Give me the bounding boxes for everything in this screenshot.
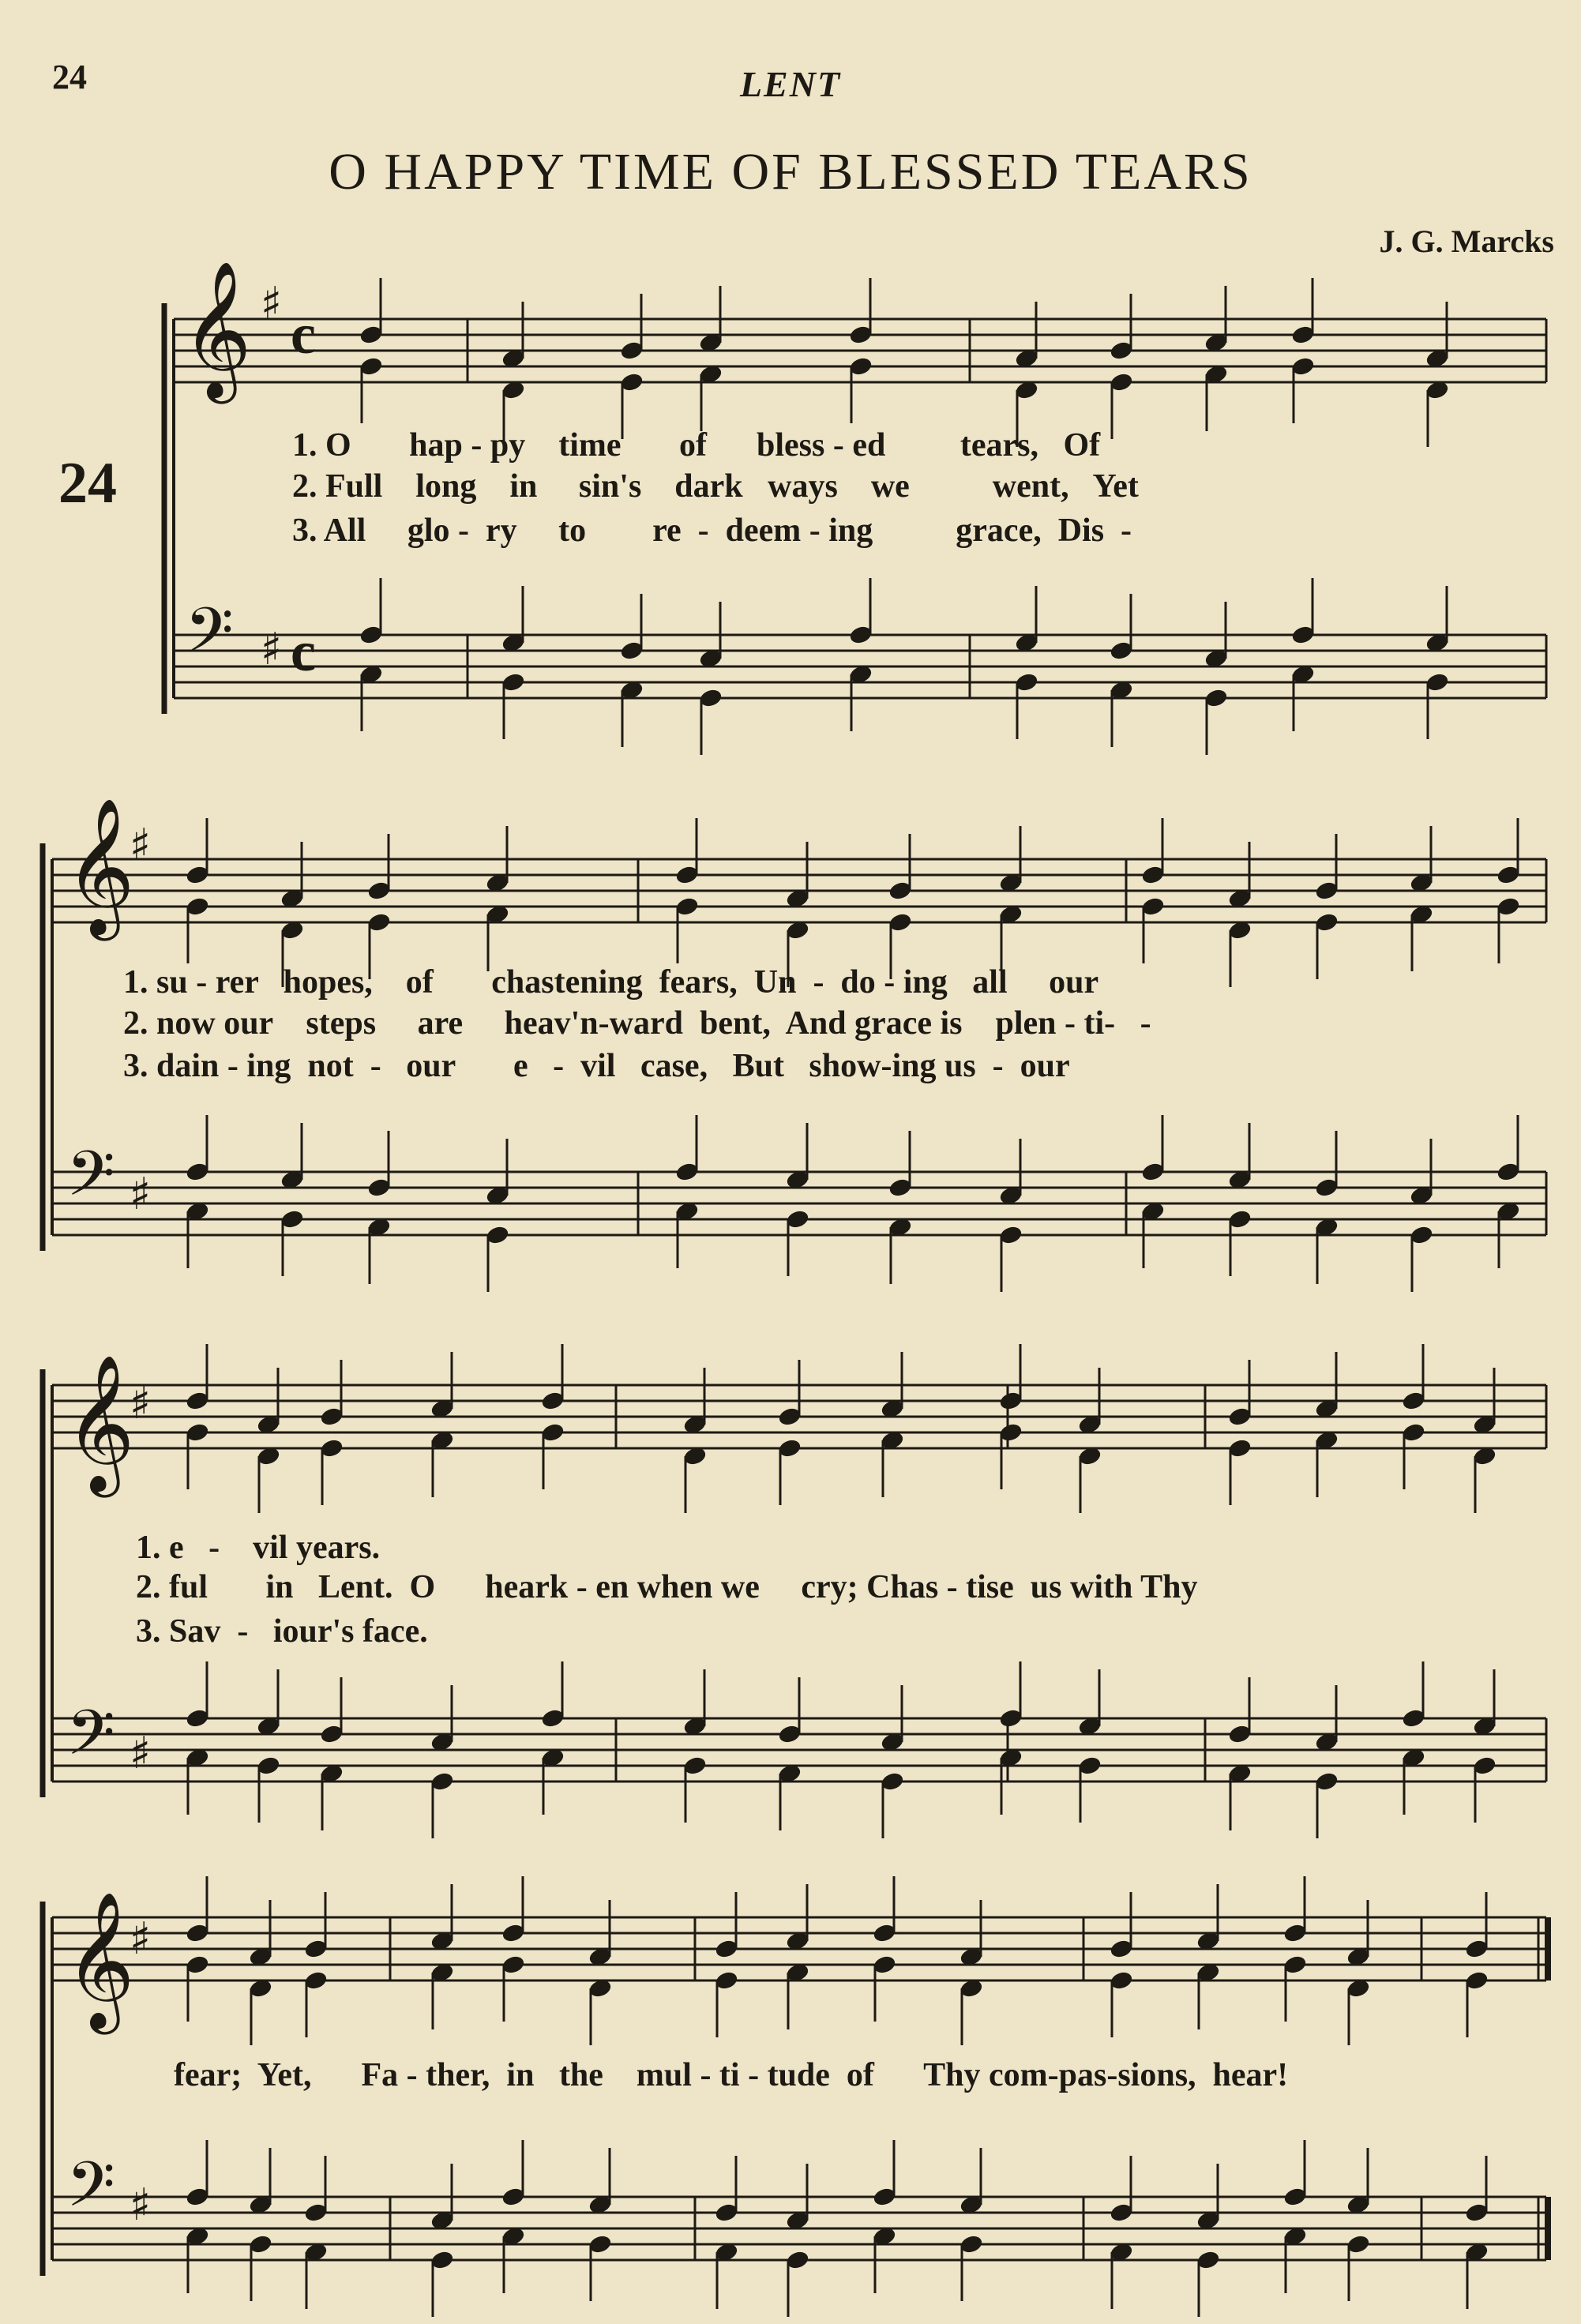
key-signature-sharp-icon: ♯ (130, 1913, 152, 1965)
lyric-line: 1. e - vil years. (136, 1530, 381, 1566)
key-signature-sharp-icon: ♯ (130, 1169, 152, 1220)
key-signature-sharp-icon: ♯ (130, 1728, 152, 1779)
key-signature-sharp-icon: ♯ (261, 624, 283, 675)
lyric-line: fear; Yet, Fa - ther, in the mul - ti - tude of Thy com-pas-sions, hear! (174, 2057, 1289, 2093)
bass-clef-icon: 𝄢 (185, 594, 234, 682)
lyric-line: 3. Sav - iour's face. (136, 1613, 428, 1650)
treble-clef-icon: 𝄞 (65, 1354, 135, 1492)
lyric-line: 1. O hap - py time of bless - ed tears, Of (292, 427, 1101, 464)
lyric-line: 1. su - rer hopes, of chastening fears, Un - do - ing all our (123, 964, 1099, 1001)
section-heading: LENT (739, 64, 842, 104)
lyric-line: 2. Full long in sin's dark ways we went, Yet (292, 468, 1139, 505)
bass-clef-icon: 𝄢 (66, 1137, 115, 1226)
key-signature-sharp-icon: ♯ (130, 2179, 152, 2231)
lyric-line: 2. ful in Lent. O heark - en when we cry; Chas - tise us with Thy (136, 1569, 1198, 1605)
treble-clef-icon: 𝄞 (182, 261, 252, 398)
hymn-number: 24 (58, 451, 117, 516)
treble-clef-icon: 𝄞 (65, 1891, 135, 2029)
time-signature-icon: c (291, 302, 316, 366)
lyric-line: 3. dain - ing not - our e - vil case, But show-ing us - our (123, 1048, 1070, 1084)
hymn-title: O HAPPY TIME OF BLESSED TEARS (329, 143, 1252, 201)
bass-clef-icon: 𝄢 (66, 1696, 115, 1785)
key-signature-sharp-icon: ♯ (261, 278, 283, 329)
lyric-line: 2. now our steps are heav'n-ward bent, And grace is plen - ti- - (123, 1005, 1151, 1042)
key-signature-sharp-icon: ♯ (130, 820, 152, 871)
treble-clef-icon: 𝄞 (65, 798, 135, 935)
lyric-line: 3. All glo - ry to re - deem - ing grace, Dis - (292, 512, 1132, 549)
page-number: 24 (52, 58, 87, 96)
key-signature-sharp-icon: ♯ (130, 1378, 152, 1429)
composer: J. G. Marcks (1379, 223, 1554, 259)
time-signature-icon: c (291, 620, 316, 683)
bass-clef-icon: 𝄢 (66, 2148, 115, 2236)
